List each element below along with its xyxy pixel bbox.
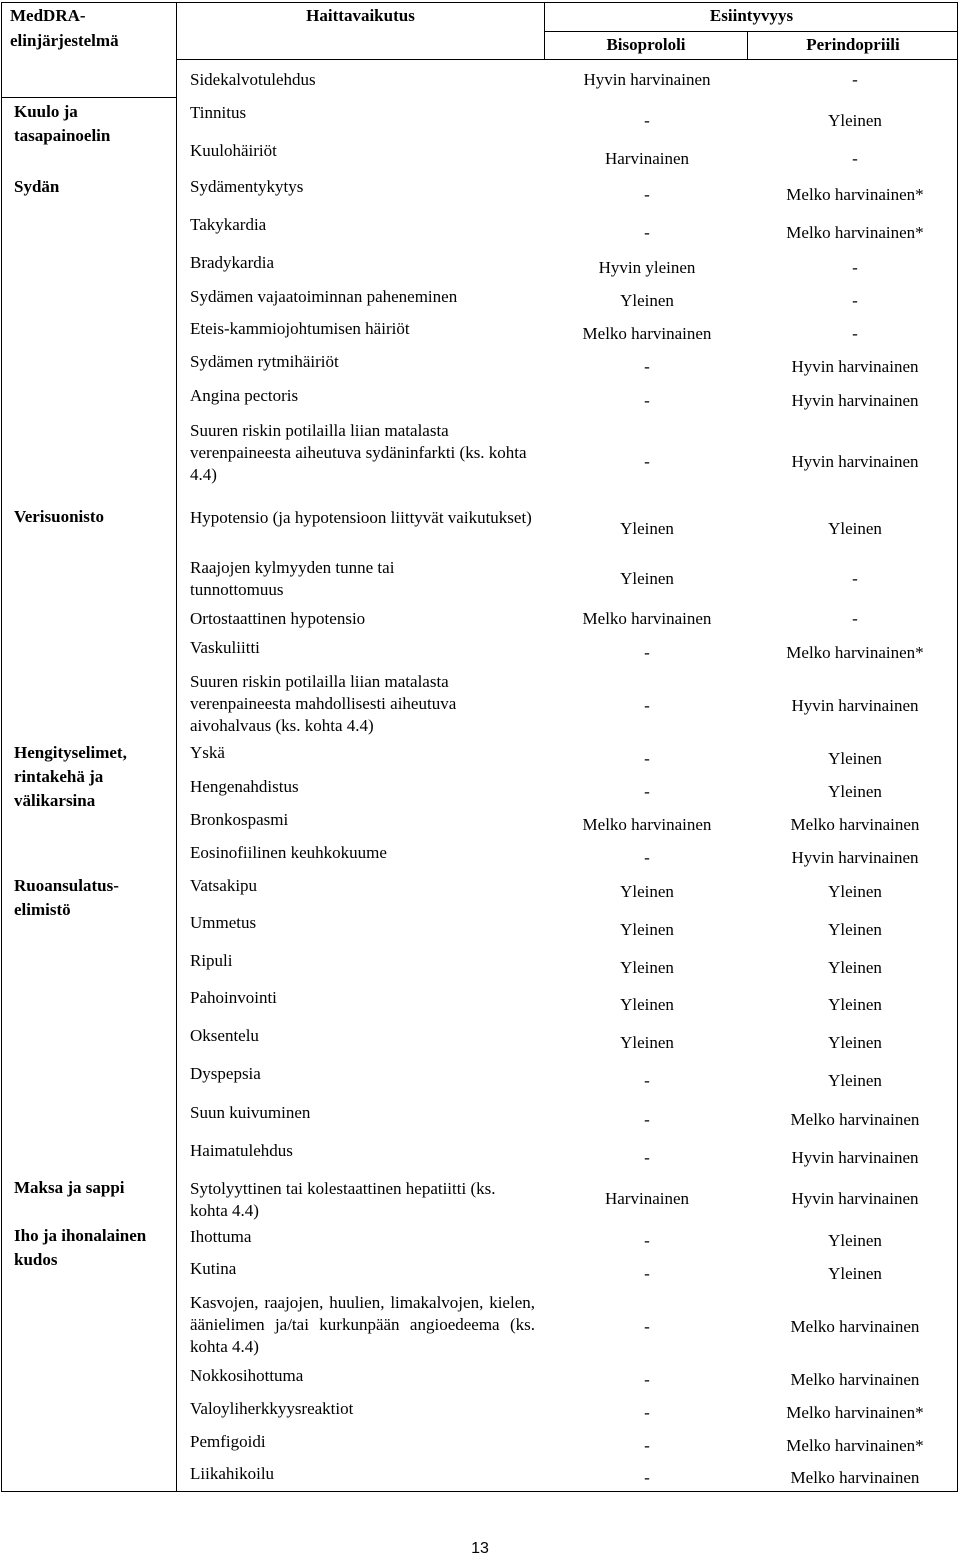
effect-name: Valoyliherkkyysreaktiot <box>190 1399 354 1418</box>
effect-name: Takykardia <box>190 215 267 234</box>
freq-bisoprolol: Yleinen <box>620 882 674 901</box>
effect-name: Hypotensio (ja hypotensioon liittyvät vaikutukset) <box>190 508 532 527</box>
freq-perindopril: - <box>852 569 858 588</box>
freq-perindopril: Hyvin harvinainen <box>791 848 919 867</box>
freq-perindopril: Yleinen <box>828 1264 882 1283</box>
effect-name: Pemfigoidi <box>190 1432 266 1451</box>
effect-name: Liikahikoilu <box>190 1464 275 1483</box>
header-frequency: Esiintyvyys <box>709 6 794 25</box>
effect-name: Ihottuma <box>190 1227 252 1246</box>
freq-perindopril: Yleinen <box>828 111 882 130</box>
freq-perindopril: Hyvin harvinainen <box>791 1148 919 1167</box>
freq-bisoprolol: - <box>644 391 650 410</box>
effect-name: Raajojen kylmyyden tunne tai tunnottomuus <box>190 558 395 599</box>
effect-name: Tinnitus <box>190 103 247 122</box>
freq-perindopril: Melko harvinainen* <box>786 643 924 662</box>
freq-bisoprolol: Yleinen <box>620 569 674 588</box>
system-label: Kuulo ja tasapainoelin <box>14 102 111 145</box>
freq-bisoprolol: - <box>644 452 650 471</box>
freq-bisoprolol: Yleinen <box>620 958 674 977</box>
effect-name: Pahoinvointi <box>190 988 277 1007</box>
freq-bisoprolol: - <box>644 1231 650 1250</box>
effect-name: Bradykardia <box>190 253 275 272</box>
effect-name: Ummetus <box>190 913 257 932</box>
freq-bisoprolol: - <box>644 848 650 867</box>
effect-name: Oksentelu <box>190 1026 259 1045</box>
effect-name: Eosinofiilinen keuhkokuume <box>190 843 387 862</box>
system-label: Iho ja ihonalainen kudos <box>14 1226 147 1269</box>
freq-bisoprolol: - <box>644 111 650 130</box>
freq-perindopril: - <box>852 609 858 628</box>
freq-perindopril: Melko harvinainen <box>790 1110 920 1129</box>
effect-name: Ortostaattinen hypotensio <box>190 609 366 628</box>
effect-name: Hengenahdistus <box>190 777 299 796</box>
freq-bisoprolol: Harvinainen <box>604 1189 690 1208</box>
freq-perindopril: - <box>852 291 858 310</box>
effect-name: Sytolyyttinen tai kolestaattinen hepatiitti (ks. kohta 4.4) <box>190 1179 496 1220</box>
header-effect: Haittavaikutus <box>306 6 415 25</box>
freq-bisoprolol: - <box>644 749 650 768</box>
effect-name: Dyspepsia <box>190 1064 261 1083</box>
freq-perindopril: Yleinen <box>828 958 882 977</box>
freq-bisoprolol: Melko harvinainen <box>582 815 712 834</box>
effect-name: Suuren riskin potilailla liian matalasta verenpaineesta aiheutuva sydäninfarkti (ks. kohta 4.4) <box>190 421 527 484</box>
effect-name: Eteis-kammiojohtumisen häiriöt <box>190 319 410 338</box>
freq-perindopril: Yleinen <box>828 995 882 1014</box>
freq-perindopril: Hyvin harvinainen <box>791 357 919 376</box>
effect-name: Suuren riskin potilailla liian matalasta verenpaineesta mahdollisesti aiheutuva aivohalvaus (ks. kohta 4.4) <box>190 672 457 735</box>
freq-bisoprolol: Hyvin yleinen <box>598 258 696 277</box>
effect-name: Kasvojen, raajojen, huulien, limakalvojen, kielen, äänielimen ja/tai kurkunpään angioedeema (ks. kohta 4.4) <box>190 1293 535 1356</box>
freq-bisoprolol: - <box>644 696 650 715</box>
row-divider <box>176 59 958 60</box>
freq-bisoprolol: - <box>644 1436 650 1455</box>
freq-bisoprolol: Yleinen <box>620 291 674 310</box>
freq-bisoprolol: Melko harvinainen <box>582 609 712 628</box>
freq-perindopril: - <box>852 324 858 343</box>
freq-perindopril: Hyvin harvinainen <box>791 452 919 471</box>
effect-name: Haimatulehdus <box>190 1141 293 1160</box>
freq-bisoprolol: Yleinen <box>620 995 674 1014</box>
system-label: Verisuonisto <box>14 507 105 526</box>
freq-bisoprolol: Yleinen <box>620 1033 674 1052</box>
effect-name: Kutina <box>190 1259 237 1278</box>
row-divider <box>2 97 176 98</box>
effect-name: Sydämen rytmihäiriöt <box>190 352 339 371</box>
freq-perindopril: Yleinen <box>828 519 882 538</box>
header-system: MedDRA-elinjärjestelmä <box>10 6 119 50</box>
freq-perindopril: - <box>852 70 858 89</box>
page-number: 13 <box>471 1540 489 1557</box>
freq-perindopril: - <box>852 258 858 277</box>
effect-name: Ripuli <box>190 951 233 970</box>
freq-bisoprolol: - <box>644 1071 650 1090</box>
freq-perindopril: Yleinen <box>828 1033 882 1052</box>
freq-bisoprolol: - <box>644 1370 650 1389</box>
system-label: Maksa ja sappi <box>14 1178 125 1197</box>
freq-perindopril: Yleinen <box>828 749 882 768</box>
system-label: Sydän <box>14 177 60 196</box>
freq-perindopril: Melko harvinainen <box>790 1370 920 1389</box>
adverse-effects-table <box>1 2 958 1492</box>
freq-bisoprolol: Hyvin harvinainen <box>583 70 711 89</box>
freq-bisoprolol: - <box>644 223 650 242</box>
freq-bisoprolol: - <box>644 357 650 376</box>
freq-bisoprolol: - <box>644 643 650 662</box>
header-bisoprolol: Bisoprololi <box>606 35 686 54</box>
freq-bisoprolol: - <box>644 1468 650 1487</box>
freq-bisoprolol: - <box>644 1110 650 1129</box>
effect-name: Sydämentykytys <box>190 177 304 196</box>
freq-bisoprolol: Yleinen <box>620 519 674 538</box>
freq-perindopril: - <box>852 149 858 168</box>
freq-perindopril: Hyvin harvinainen <box>791 391 919 410</box>
effect-name: Vatsakipu <box>190 876 258 895</box>
effect-name: Nokkosihottuma <box>190 1366 304 1385</box>
freq-bisoprolol: Harvinainen <box>604 149 690 168</box>
freq-perindopril: Yleinen <box>828 1071 882 1090</box>
header-perindopril: Perindopriili <box>806 35 900 54</box>
freq-perindopril: Melko harvinainen <box>790 815 920 834</box>
effect-name: Yskä <box>190 743 225 762</box>
freq-perindopril: Melko harvinainen* <box>786 1403 924 1422</box>
freq-bisoprolol: - <box>644 185 650 204</box>
effect-name: Vaskuliitti <box>190 638 260 657</box>
freq-bisoprolol: - <box>644 782 650 801</box>
effect-name: Angina pectoris <box>190 386 299 405</box>
freq-perindopril: Melko harvinainen* <box>786 1436 924 1455</box>
freq-bisoprolol: - <box>644 1317 650 1336</box>
effect-name: Kuulohäiriöt <box>190 141 277 160</box>
system-label: Ruoansulatus-elimistö <box>14 876 119 919</box>
effect-name: Sidekalvotulehdus <box>190 70 316 89</box>
freq-perindopril: Hyvin harvinainen <box>791 1189 919 1208</box>
system-label: Hengityselimet, rintakehä ja välikarsina <box>14 743 127 810</box>
column-divider <box>176 3 177 1491</box>
freq-perindopril: Yleinen <box>828 1231 882 1250</box>
freq-perindopril: Melko harvinainen* <box>786 185 924 204</box>
freq-perindopril: Yleinen <box>828 782 882 801</box>
freq-bisoprolol: Yleinen <box>620 920 674 939</box>
freq-perindopril: Yleinen <box>828 882 882 901</box>
effect-name: Suun kuivuminen <box>190 1103 311 1122</box>
freq-perindopril: Yleinen <box>828 920 882 939</box>
freq-bisoprolol: Melko harvinainen <box>582 324 712 343</box>
freq-bisoprolol: - <box>644 1403 650 1422</box>
effect-name: Bronkospasmi <box>190 810 289 829</box>
freq-perindopril: Melko harvinainen* <box>786 223 924 242</box>
freq-bisoprolol: - <box>644 1148 650 1167</box>
freq-perindopril: Hyvin harvinainen <box>791 696 919 715</box>
freq-perindopril: Melko harvinainen <box>790 1468 920 1487</box>
freq-bisoprolol: - <box>644 1264 650 1283</box>
effect-name: Sydämen vajaatoiminnan paheneminen <box>190 287 458 306</box>
freq-perindopril: Melko harvinainen <box>790 1317 920 1336</box>
